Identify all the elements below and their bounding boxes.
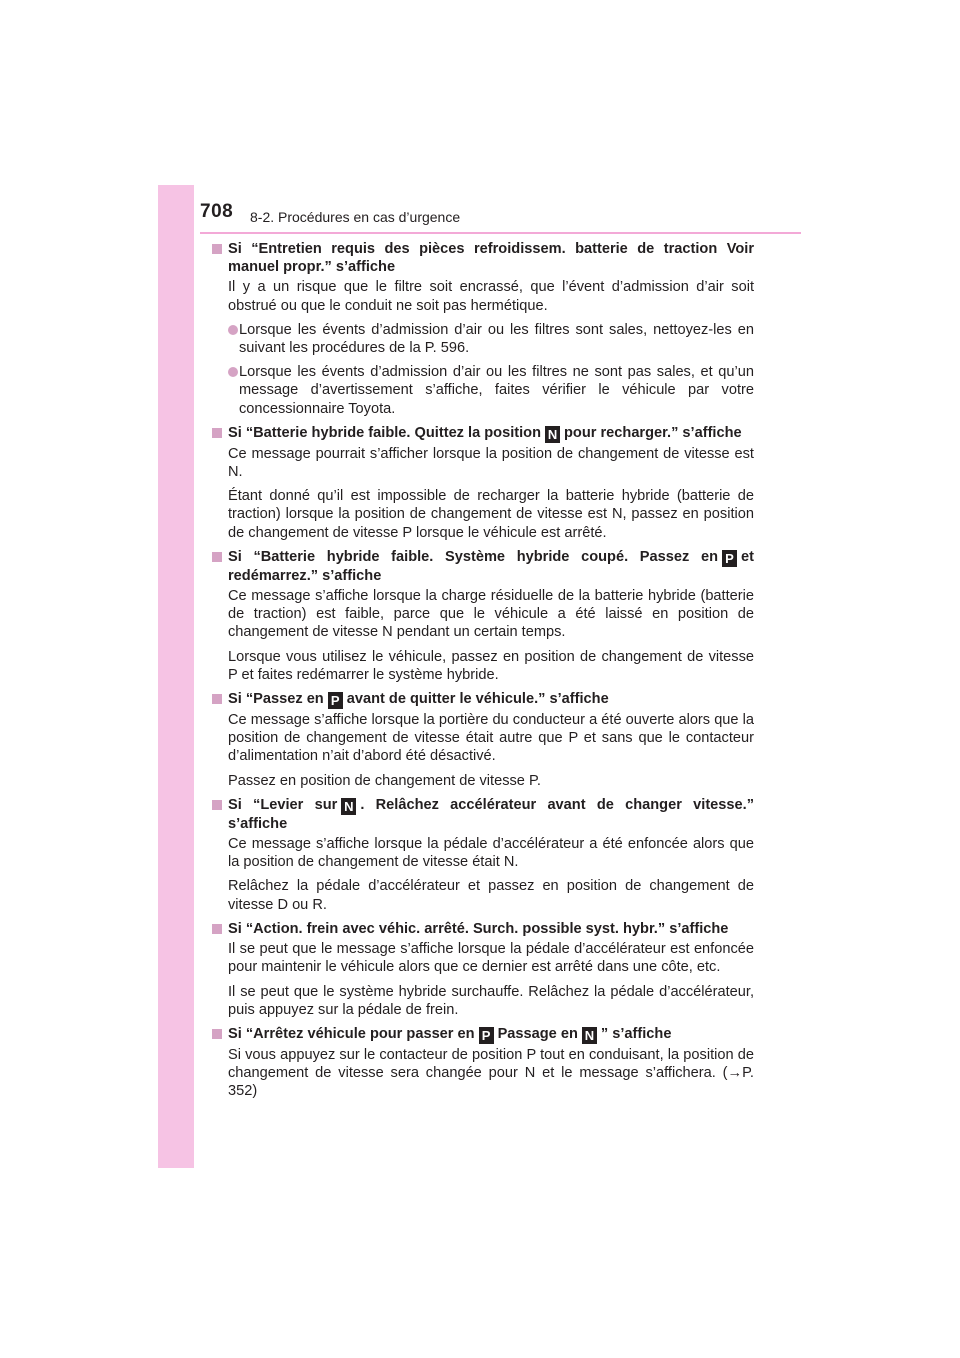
paragraph: Ce message s’affiche lorsque la pédale d’accélérateur a été enfoncée alors que la position de changement de vitesse était N. bbox=[228, 836, 754, 871]
shift-p-icon: P bbox=[479, 1027, 494, 1044]
paragraph: Ce message s’affiche lorsque la charge résiduelle de la batterie hybride (batterie de traction) est faible, parce que le véhicule a été laissé en position de changement de vitesse N pendant un certain temps. bbox=[228, 588, 754, 641]
section-lever-on-n bbox=[212, 796, 754, 914]
paragraph: Si vous appuyez sur le contacteur de position P tout en conduisant, la position de changement de vitesse sera changée pour N et le message s’affichera. (→P. 352) bbox=[228, 1046, 754, 1100]
section-heading: Si “Action. frein avec véhic. arrêté. Surch. possible syst. hybr.” s’affiche bbox=[212, 920, 754, 938]
page-number: 708 bbox=[200, 201, 234, 222]
bullet-item: Lorsque les évents d’admission d’air ou les filtres ne sont pas sales, et qu’un message d’avertissement s’affiche, faites vérifier le véhicule par votre concessionnaire Toyota. bbox=[228, 363, 754, 418]
square-bullet-icon bbox=[212, 428, 222, 438]
square-bullet-icon bbox=[212, 244, 222, 254]
section-title: 8-2. Procédures en cas d’urgence bbox=[250, 209, 461, 225]
shift-p-icon: P bbox=[722, 550, 737, 567]
section-battery-low-recharge bbox=[212, 424, 754, 542]
section-cooling-maintenance bbox=[212, 240, 754, 418]
paragraph: Il se peut que le système hybride surchauffe. Relâchez la pédale d’accélérateur, puis appuyez sur la pédale de frein. bbox=[228, 983, 754, 1018]
section-heading: Si “Passez en P avant de quitter le véhicule.” s’affiche bbox=[212, 690, 754, 709]
paragraph: Ce message pourrait s’afficher lorsque la position de changement de vitesse est N. bbox=[228, 445, 754, 481]
circle-bullet-icon bbox=[228, 367, 238, 377]
section-heading: Si “Batterie hybride faible. Système hybride coupé. Passez en P et redémarrez.” s’affiche bbox=[212, 548, 754, 585]
header-divider bbox=[200, 232, 801, 234]
page-content bbox=[212, 240, 754, 1107]
paragraph: Étant donné qu’il est impossible de recharger la batterie hybride (batterie de traction) lorsque la position de changement de vitesse est N, passez en position de changement de vitesse P lorsque le véhicule est arrêté. bbox=[228, 488, 754, 541]
square-bullet-icon bbox=[212, 552, 222, 562]
shift-p-icon: P bbox=[328, 692, 343, 709]
shift-n-icon: N bbox=[582, 1027, 597, 1044]
paragraph: Il y a un risque que le filtre soit encrassé, que l’évent d’admission d’air soit obstrué ou que le conduit ne soit pas hermétique. bbox=[228, 279, 754, 314]
chapter-tab-bar bbox=[158, 185, 194, 1168]
section-stop-to-shift bbox=[212, 1025, 754, 1101]
paragraph: Passez en position de changement de vitesse P. bbox=[228, 772, 541, 789]
paragraph: Relâchez la pédale d’accélérateur et passez en position de changement de vitesse D ou R. bbox=[228, 878, 754, 913]
paragraph: Ce message s’affiche lorsque la portière du conducteur a été ouverte alors que la position de changement de vitesse était autre que P et sans que le contacteur d’alimentation n’ait d’abord été désactivé. bbox=[228, 712, 754, 765]
section-battery-low-restart bbox=[212, 548, 754, 684]
page-reference: P. 352) bbox=[228, 1065, 754, 1100]
section-brake-overheat bbox=[212, 920, 754, 1019]
circle-bullet-icon bbox=[228, 325, 238, 335]
section-heading: Si “Arrêtez véhicule pour passer en P Passage en N ” s’affiche bbox=[212, 1025, 754, 1044]
section-heading: Si “Entretien requis des pièces refroidissem. batterie de traction Voir manuel propr.” s’affiche bbox=[212, 240, 754, 276]
paragraph: Lorsque vous utilisez le véhicule, passez en position de changement de vitesse P et faites redémarrer le système hybride. bbox=[228, 648, 754, 683]
square-bullet-icon bbox=[212, 924, 222, 934]
paragraph: Il se peut que le message s’affiche lorsque la pédale d’accélérateur est enfoncée pour maintenir le véhicule alors que ce dernier est arrêté dans une côte, etc. bbox=[228, 941, 754, 976]
section-heading: Si “Batterie hybride faible. Quittez la position N pour recharger.” s’affiche bbox=[212, 424, 754, 443]
section-shift-p-before-leaving bbox=[212, 690, 754, 790]
arrow-right-icon: → bbox=[727, 1065, 743, 1082]
square-bullet-icon bbox=[212, 800, 222, 810]
square-bullet-icon bbox=[212, 694, 222, 704]
section-heading: Si “Levier sur N . Relâchez accélérateur avant de changer vitesse.” s’affiche bbox=[212, 796, 754, 833]
shift-n-icon: N bbox=[341, 798, 356, 815]
bullet-item: Lorsque les évents d’admission d’air ou les filtres sont sales, nettoyez-les en suivant les procédures de la P. 596. bbox=[228, 321, 754, 357]
square-bullet-icon bbox=[212, 1029, 222, 1039]
shift-n-icon: N bbox=[545, 426, 560, 443]
